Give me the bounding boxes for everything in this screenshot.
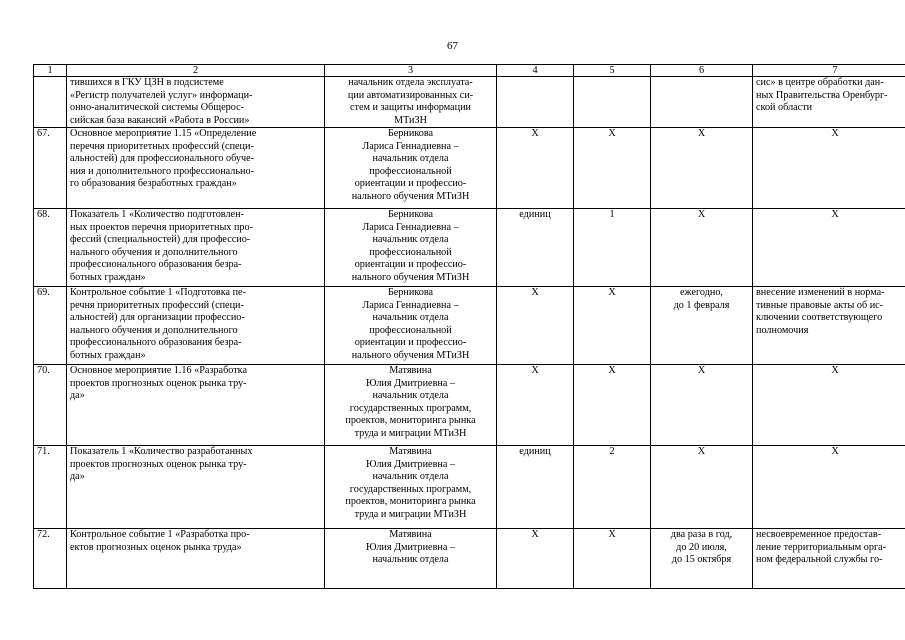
header-cell: 3 xyxy=(325,65,497,77)
row-number xyxy=(34,77,67,128)
row-unit: Х xyxy=(497,287,574,365)
row-number: 67. xyxy=(34,128,67,209)
row-note: Х xyxy=(753,446,905,529)
row-name: Основное мероприятие 1.15 «Определение перечня приоритетных профессий (специ- альностей) для профессионального обуче- ния и дополнительного профессионально- го образования безработных граждан» xyxy=(67,128,325,209)
table-row xyxy=(34,209,905,287)
header-cell: 1 xyxy=(34,65,67,77)
row-note: внесение изменений в норма- тивные правовые акты об ис- ключении соответствующего полномочия xyxy=(753,287,905,365)
header-cell: 7 xyxy=(753,65,905,77)
row-note: Х xyxy=(753,128,905,209)
row-deadline: Х xyxy=(651,209,753,287)
row-responsible: начальник отдела эксплуата- ции автоматизированных си- стем и защиты информации МТиЗН xyxy=(325,77,497,128)
row-note: несвоевременное предостав- ление территориальным орга- ном федеральной службы го- xyxy=(753,529,905,589)
row-responsible: Берникова Лариса Геннадиевна – начальник отдела профессиональной ориентации и профессио- нального обучения МТиЗН xyxy=(325,287,497,365)
row-unit: Х xyxy=(497,365,574,446)
row-value xyxy=(574,77,651,128)
table-row xyxy=(34,446,905,529)
row-deadline: Х xyxy=(651,446,753,529)
row-responsible: Берникова Лариса Геннадиевна – начальник отдела профессиональной ориентации и профессио- нального обучения МТиЗН xyxy=(325,209,497,287)
row-responsible: Матявина Юлия Дмитриевна – начальник отдела государственных программ, проектов, мониторинга рынка труда и миграции МТиЗН xyxy=(325,365,497,446)
header-cell: 6 xyxy=(651,65,753,77)
row-number: 70. xyxy=(34,365,67,446)
row-note: Х xyxy=(753,209,905,287)
row-unit: единиц xyxy=(497,446,574,529)
row-unit: Х xyxy=(497,128,574,209)
row-note: сис» в центре обработки дан- ных Правительства Оренбург- ской области xyxy=(753,77,905,128)
row-deadline: Х xyxy=(651,128,753,209)
row-value: Х xyxy=(574,529,651,589)
row-responsible: Матявина Юлия Дмитриевна – начальник отдела государственных программ, проектов, мониторинга рынка труда и миграции МТиЗН xyxy=(325,446,497,529)
row-unit: единиц xyxy=(497,209,574,287)
row-deadline: ежегодно, до 1 февраля xyxy=(651,287,753,365)
row-deadline xyxy=(651,77,753,128)
row-value: Х xyxy=(574,365,651,446)
row-name: Контрольное событие 1 «Разработка про- ектов прогнозных оценок рынка труда» xyxy=(67,529,325,589)
row-name: Основное мероприятие 1.16 «Разработка проектов прогнозных оценок рынка тру- да» xyxy=(67,365,325,446)
header-cell: 4 xyxy=(497,65,574,77)
row-number: 68. xyxy=(34,209,67,287)
table-row xyxy=(34,128,905,209)
table-row xyxy=(34,529,905,589)
row-value: Х xyxy=(574,128,651,209)
row-name: тившихся в ГКУ ЦЗН в подсистеме «Регистр получателей услуг» информаци- онно-аналитической системы Общерос- сийская база вакансий «Работа в России» xyxy=(67,77,325,128)
page-number: 67 xyxy=(447,40,458,52)
header-cell: 2 xyxy=(67,65,325,77)
table-row xyxy=(34,77,905,128)
row-unit: Х xyxy=(497,529,574,589)
row-number: 72. xyxy=(34,529,67,589)
row-name: Показатель 1 «Количество подготовлен- ных проектов перечня приоритетных про- фессий (специальностей) для профессио- нального обучения и дополнительного профессионального образования безра- ботных граждан» xyxy=(67,209,325,287)
table-row xyxy=(34,365,905,446)
row-responsible: Матявина Юлия Дмитриевна – начальник отдела xyxy=(325,529,497,589)
row-number: 71. xyxy=(34,446,67,529)
row-deadline: два раза в год, до 20 июля, до 15 октября xyxy=(651,529,753,589)
row-value: 2 xyxy=(574,446,651,529)
row-unit xyxy=(497,77,574,128)
table-row xyxy=(34,287,905,365)
row-number: 69. xyxy=(34,287,67,365)
row-deadline: Х xyxy=(651,365,753,446)
row-note: Х xyxy=(753,365,905,446)
program-table xyxy=(33,64,905,589)
row-responsible: Берникова Лариса Геннадиевна – начальник отдела профессиональной ориентации и профессио- нального обучения МТиЗН xyxy=(325,128,497,209)
row-value: Х xyxy=(574,287,651,365)
header-cell: 5 xyxy=(574,65,651,77)
header-row xyxy=(34,65,905,77)
row-value: 1 xyxy=(574,209,651,287)
row-name: Контрольное событие 1 «Подготовка пе- речня приоритетных профессий (специ- альностей) для организации профессио- нального обучения и дополнительного профессионального образования безра- ботных граждан» xyxy=(67,287,325,365)
row-name: Показатель 1 «Количество разработанных проектов прогнозных оценок рынка тру- да» xyxy=(67,446,325,529)
